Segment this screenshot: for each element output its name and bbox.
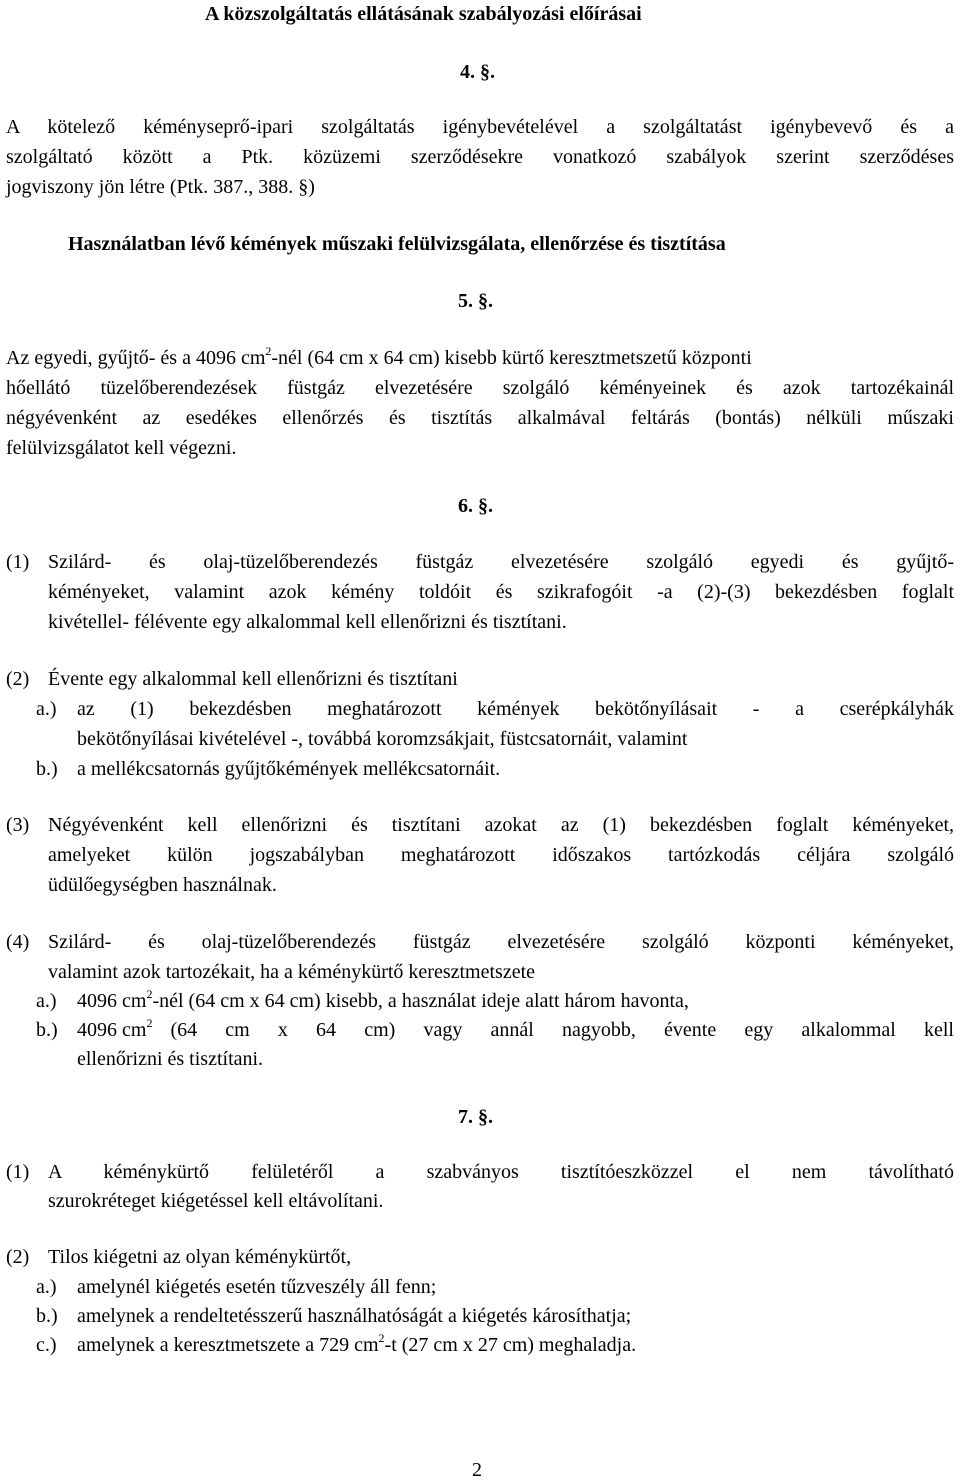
document-title: A közszolgáltatás ellátásának szabályozási előírásai <box>205 3 642 25</box>
section-7-p2-c-line: amelynek a keresztmetszete a 729 $cm^2-t$ (27 cm x 27 cm) meghaladja. <box>77 1331 637 1356</box>
item-label: b.) <box>36 758 58 780</box>
section-6-p3-line: Négyévenként kell ellenőrizni és tisztítani azokat az (1) bekezdésben foglalt kéményeket, <box>48 814 954 836</box>
section-4-line: szolgáltató között a Ptk. közüzemi szerződésekre vonatkozó szabályok szerint szerződéses <box>6 146 954 168</box>
section-7-p2-b-line: amelynek a rendeltetésszerű használhatóságát a kiégetés károsíthatja; <box>77 1305 632 1327</box>
section-6-p1-line: kéményeket, valamint azok kémény toldóit és szikrafogóit -a (2)-(3) bekezdésben foglalt <box>48 581 954 603</box>
section-5-line: hőellátó tüzelőberendezések füstgáz elvezetésére szolgáló kéményeinek és azok tartozékainál <box>6 377 954 399</box>
paragraph-label: (2) <box>6 1246 30 1268</box>
section-6-p2-a-line: bekötőnyílásai kivételével -, továbbá koromzsákjait, füstcsatornáit, valamint <box>77 728 688 750</box>
section-6-number: 6. §. <box>458 495 493 517</box>
section-6-p1-line: Szilárd- és olaj-tüzelőberendezés füstgáz elvezetésére szolgáló egyedi és gyűjtő- <box>48 551 954 573</box>
paragraph-label: (3) <box>6 814 30 836</box>
section-6-p2-b-line: a mellékcsatornás gyűjtőkémények mellékcsatornáit. <box>77 758 501 780</box>
section-6-p2-a-line: az (1) bekezdésben meghatározott kémények bekötőnyílásait - a cserépkályhák <box>77 698 954 720</box>
section-7-number: 7. §. <box>458 1106 493 1128</box>
section-6-p3-line: üdülőegységben használnak. <box>48 874 277 896</box>
section-4-number: 4. §. <box>460 61 495 83</box>
page-number: 2 <box>472 1459 482 1481</box>
section-6-p4-line: Szilárd- és olaj-tüzelőberendezés füstgáz elvezetésére szolgáló központi kéményeket, <box>48 931 954 953</box>
section-5-line: négyévenként az esedékes ellenőrzés és tisztítás alkalmával feltárás (bontás) nélküli műszaki <box>6 407 954 429</box>
section-5-number: 5. §. <box>458 290 493 312</box>
paragraph-label: (2) <box>6 668 30 690</box>
paragraph-label: (1) <box>6 551 30 573</box>
item-label: a.) <box>36 698 57 720</box>
item-label: c.) <box>36 1334 57 1356</box>
section-6-p4-line: valamint azok tartozékait, ha a kéménykürtő keresztmetszete <box>48 961 536 983</box>
item-label: b.) <box>36 1305 58 1327</box>
paragraph-label: (4) <box>6 931 30 953</box>
item-label: b.) <box>36 1019 58 1041</box>
section-5-line: Az egyedi, gyűjtő- és a 4096 $cm^2$-nél (64 cm x 64 cm) kisebb kürtő keresztmetszetű központi <box>6 344 752 369</box>
section-6-p3-line: amelyeket külön jogszabályban meghatározott időszakos tartózkodás céljára szolgáló <box>48 844 954 866</box>
section-6-p4-b-line: ellenőrizni és tisztítani. <box>77 1048 264 1070</box>
section-7-p1-line: szurokréteget kiégetéssel kell eltávolítani. <box>48 1190 384 1212</box>
section-6-p2-intro: Évente egy alkalommal kell ellenőrizni és tisztítani <box>48 668 458 690</box>
section-4-line: A kötelező kéményseprő-ipari szolgáltatás igénybevételével a szolgáltatást igénybevevő és a <box>6 116 954 138</box>
section-6-p4-b-line: 4096 $cm^2$ (64 cm x 64 cm) vagy annál nagyobb, évente egy alkalommal kell <box>77 1016 954 1041</box>
paragraph-label: (1) <box>6 1161 30 1183</box>
section-4-line: jogviszony jön létre (Ptk. 387., 388. §) <box>6 176 315 198</box>
section-6-p4-a-line: 4096 $cm^2$-nél (64 cm x 64 cm) kisebb, a használat ideje alatt három havonta, <box>77 987 689 1012</box>
section-7-p1-line: A kéménykürtő felületéről a szabványos tisztítóeszközzel el nem távolítható <box>48 1161 954 1183</box>
section-6-p1-line: kivétellel- félévente egy alkalommal kell ellenőrizni és tisztítani. <box>48 611 567 633</box>
item-label: a.) <box>36 1276 57 1298</box>
section-7-p2-a-line: amelynél kiégetés esetén tűzveszély áll fenn; <box>77 1276 437 1298</box>
section-7-p2-intro: Tilos kiégetni az olyan kéménykürtőt, <box>48 1246 352 1268</box>
section-subheading: Használatban lévő kémények műszaki felülvizsgálata, ellenőrzése és tisztítása <box>68 233 726 255</box>
section-5-line: felülvizsgálatot kell végezni. <box>6 437 237 459</box>
item-label: a.) <box>36 990 57 1012</box>
